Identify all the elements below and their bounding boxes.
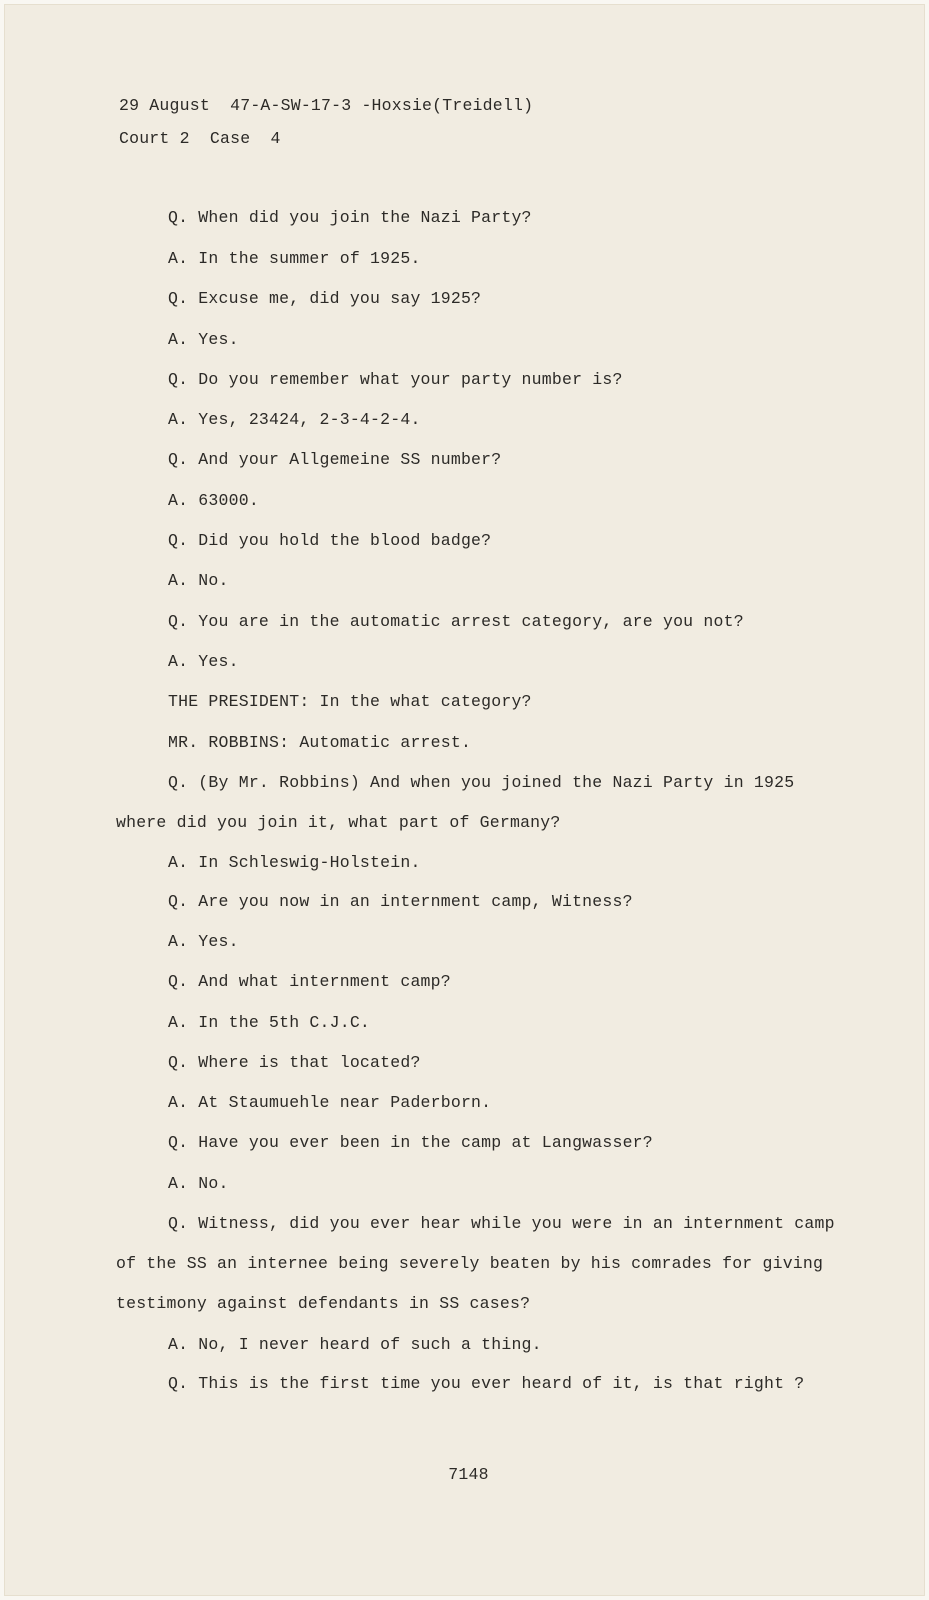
- transcript-line: where did you join it, what part of Germany?: [116, 813, 561, 832]
- transcript-line: MR. ROBBINS: Automatic arrest.: [168, 733, 472, 752]
- transcript-line: A. Yes.: [168, 932, 239, 951]
- transcript-line: A. 63000.: [168, 491, 259, 510]
- transcript-line: Q. Witness, did you ever hear while you were in an internment camp: [168, 1214, 835, 1233]
- transcript-line: A. In the summer of 1925.: [168, 249, 421, 268]
- transcript-line: Q. Where is that located?: [168, 1053, 421, 1072]
- transcript-line: A. Yes, 23424, 2-3-4-2-4.: [168, 410, 421, 429]
- transcript-line: A. Yes.: [168, 652, 239, 671]
- transcript-line: Q. Are you now in an internment camp, Witness?: [168, 892, 633, 911]
- transcript-line: A. No.: [168, 1174, 229, 1193]
- transcript-line: THE PRESIDENT: In the what category?: [168, 692, 532, 711]
- transcript-line: Q. And what internment camp?: [168, 972, 451, 991]
- transcript-line: Q. And your Allgemeine SS number?: [168, 450, 502, 469]
- transcript-line: A. No, I never heard of such a thing.: [168, 1335, 542, 1354]
- transcript-line: A. In Schleswig-Holstein.: [168, 853, 421, 872]
- transcript-line: Q. When did you join the Nazi Party?: [168, 208, 532, 227]
- page-number: 7148: [448, 1465, 489, 1484]
- header-court-case: Court 2 Case 4: [119, 129, 281, 148]
- transcript-line: of the SS an internee being severely beaten by his comrades for giving: [116, 1254, 824, 1273]
- transcript-line: A. In the 5th C.J.C.: [168, 1013, 371, 1032]
- transcript-line: Q. This is the first time you ever heard of it, is that right ?: [168, 1374, 805, 1393]
- transcript-line: A. No.: [168, 571, 229, 590]
- transcript-line: A. Yes.: [168, 330, 239, 349]
- transcript-line: Q. Excuse me, did you say 1925?: [168, 289, 482, 308]
- transcript-line: A. At Staumuehle near Paderborn.: [168, 1093, 492, 1112]
- transcript-line: testimony against defendants in SS cases?: [116, 1294, 531, 1313]
- transcript-line: Q. (By Mr. Robbins) And when you joined the Nazi Party in 1925: [168, 773, 795, 792]
- transcript-line: Q. Do you remember what your party number is?: [168, 370, 623, 389]
- transcript-line: Q. Did you hold the blood badge?: [168, 531, 492, 550]
- transcript-line: Q. You are in the automatic arrest category, are you not?: [168, 612, 744, 631]
- header-date-reference: 29 August 47-A-SW-17-3 -Hoxsie(Treidell): [119, 96, 534, 115]
- transcript-line: Q. Have you ever been in the camp at Langwasser?: [168, 1133, 653, 1152]
